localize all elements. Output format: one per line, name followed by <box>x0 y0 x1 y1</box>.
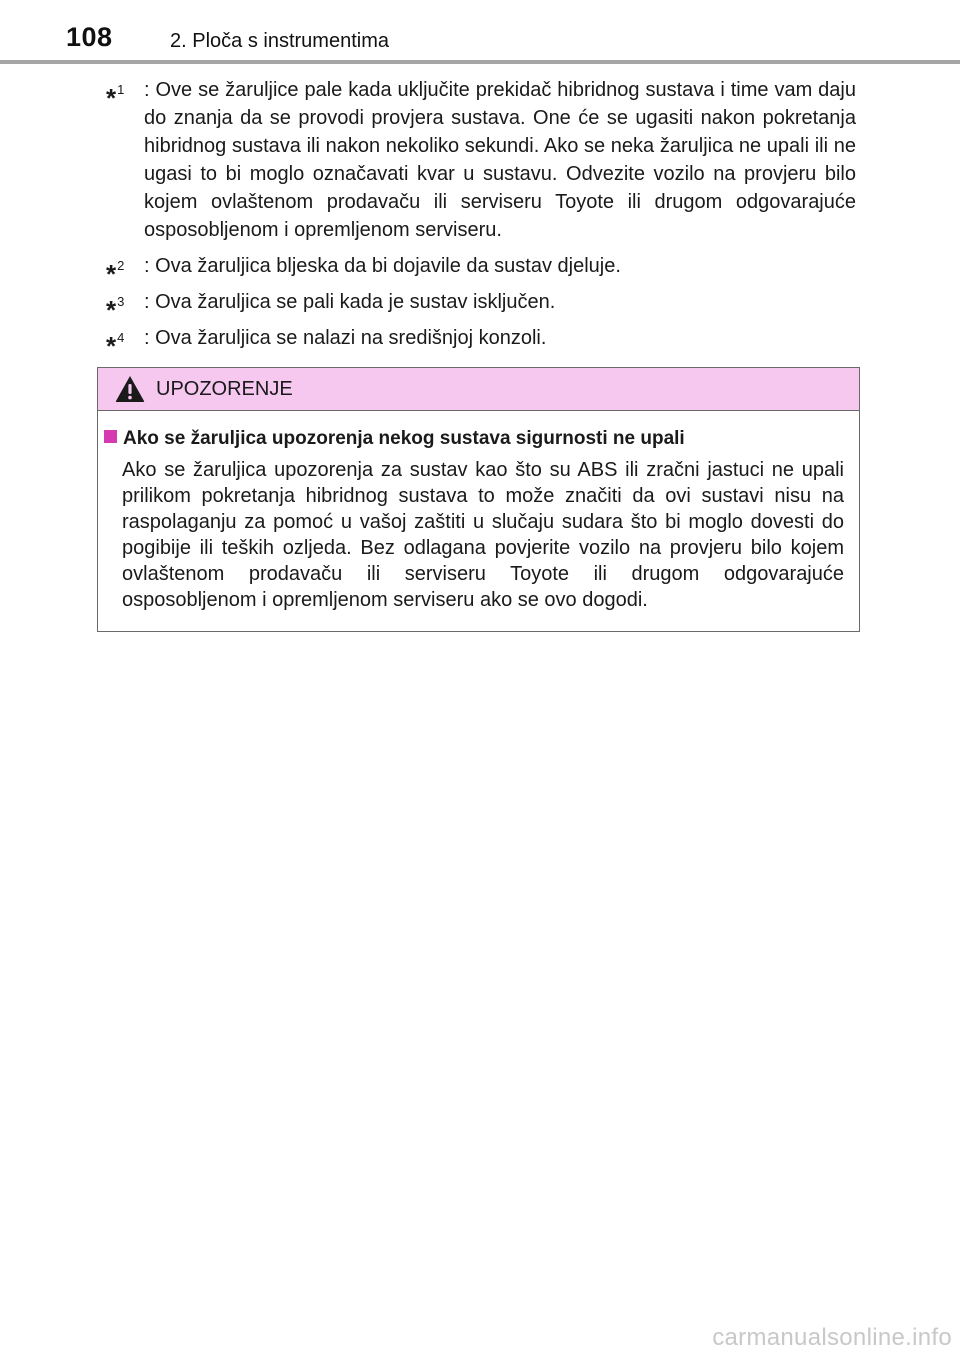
watermark: carmanualsonline.info <box>712 1324 952 1351</box>
footnote-1 <box>100 76 856 244</box>
footnote-text: : Ova žaruljica bljeska da bi dojavile da sustav djeluje. <box>144 255 621 277</box>
footnote-2 <box>100 252 856 289</box>
footnote-marker: *$^2$ <box>106 258 125 289</box>
warning-text: Ako se žaruljica upozorenja za sustav kao što su ABS ili zračni jastuci ne upali prilikom pokretanja hibridnog sustava to može značiti da ovi sustavi nisu na raspolaganju za pomoć u vašoj zaštiti u slučaju sudara što bi moglo dovesti do pogibije ili teških ozljeda. Bez odlagana povjerite vozilo na provjeru bilo kojem ovlaštenom prodavaču ili serviseru Toyote ili drugom odgovarajuće osposobljenom i opremljenom serviseru ako se ovo dogodi. <box>122 459 844 611</box>
warning-header <box>98 368 859 411</box>
warning-heading-text: Ako se žaruljica upozorenja nekog sustava sigurnosti ne upali <box>123 428 685 449</box>
page-number: 108 <box>66 22 113 52</box>
footnotes-list <box>100 76 856 360</box>
footnote-text: : Ova žaruljica se pali kada je sustav isključen. <box>144 291 556 313</box>
warning-heading <box>104 428 685 450</box>
warning-triangle-icon <box>115 375 145 403</box>
footnote-text: : Ova žaruljica se nalazi na središnjoj konzoli. <box>144 327 547 349</box>
warning-box <box>97 367 860 632</box>
header-divider <box>0 60 960 64</box>
footnote-marker: *$^1$ <box>106 82 125 113</box>
footnote-marker: *$^3$ <box>106 294 125 325</box>
page-header <box>0 0 960 62</box>
footnote-marker: *$^4$ <box>106 330 125 361</box>
warning-title: UPOZORENJE <box>156 378 293 400</box>
footnote-4 <box>100 324 856 361</box>
square-bullet-icon <box>104 430 117 443</box>
footnote-3 <box>100 288 856 325</box>
chapter-title: 2. Ploča s instrumentima <box>170 30 389 52</box>
footnote-text: : Ove se žaruljice pale kada uključite prekidač hibridnog sustava i time vam daju do znanja da se provodi provjera sustava. One će se ugasiti nakon pokretanja hibridnog sustava ili nakon nekoliko sekundi. Ako se neka žaruljica ne upali ili ne ugasi to bi moglo označavati kvar u sustavu. Odvezite vozilo na provjeru bilo kojem ovlaštenom prodavaču ili serviseru Toyote ili drugom odgovarajuće osposobljenom i opremljenom serviseru. <box>144 79 856 241</box>
